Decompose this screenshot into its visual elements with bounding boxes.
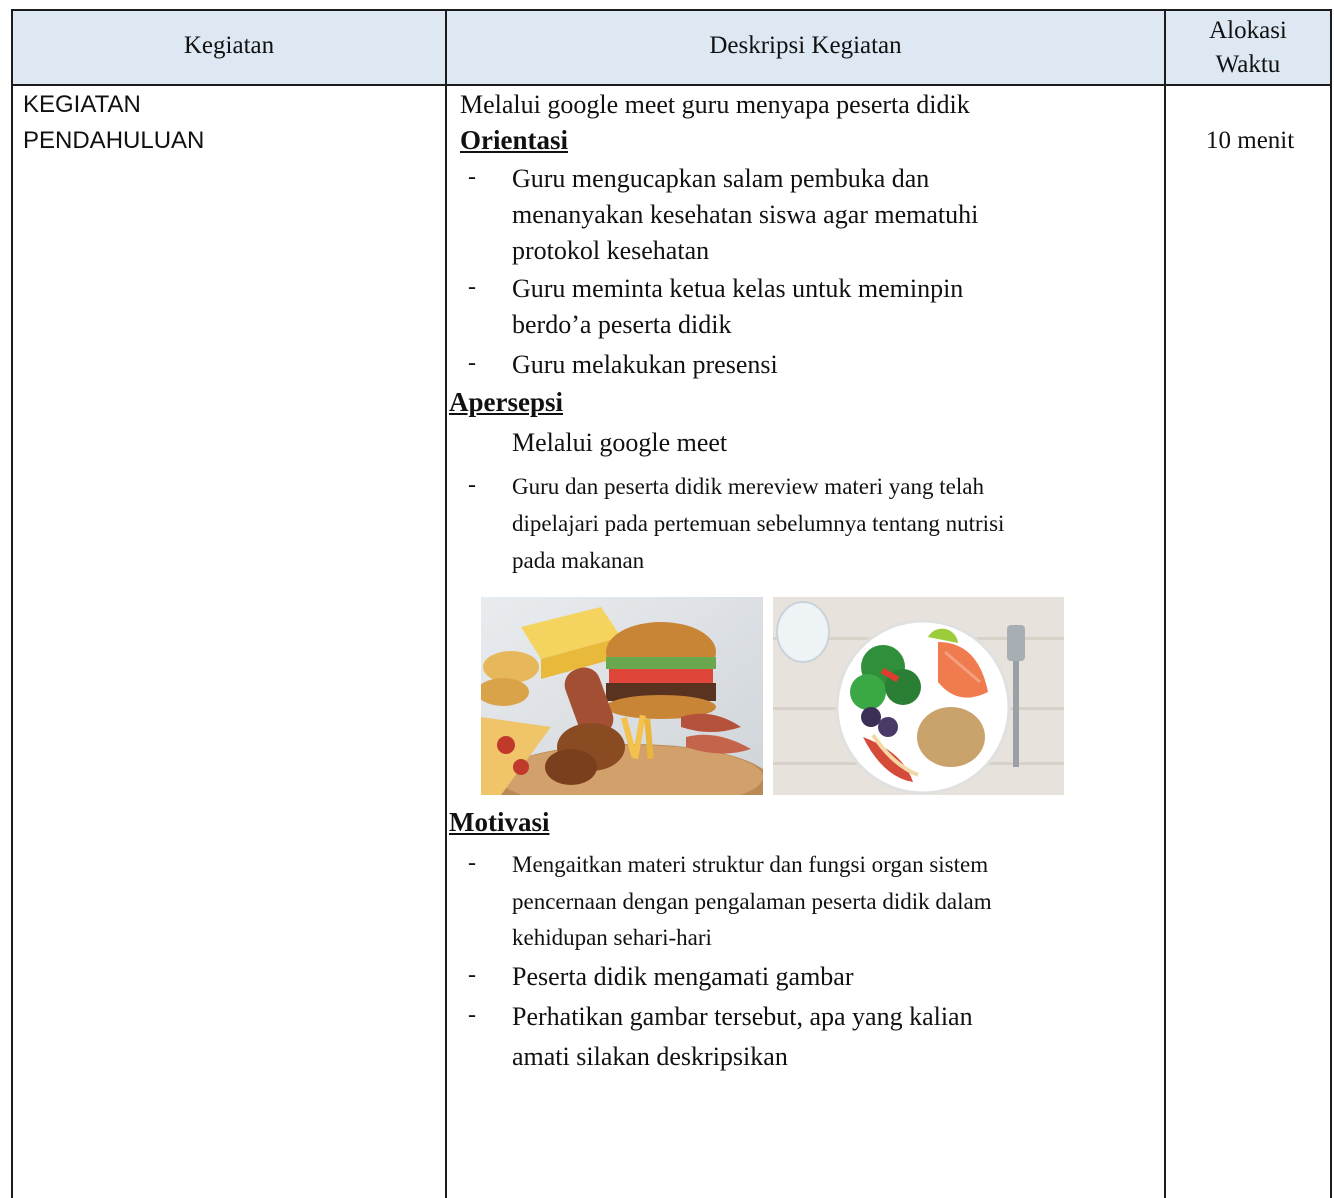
kegiatan-label-line1: KEGIATAN [23, 91, 141, 118]
junk-food-photo [481, 597, 763, 795]
apersepsi-subtext: Melalui google meet [512, 428, 728, 457]
bullet-dash: - [468, 850, 476, 876]
bullet-dash: - [468, 1002, 476, 1028]
orientasi-item-2-line1: Guru meminta ketua kelas untuk meminpin [512, 274, 964, 303]
bullet-dash: - [468, 350, 476, 376]
apersepsi-item-1-line3: pada makanan [512, 548, 645, 573]
header-kegiatan: Kegiatan [183, 32, 275, 59]
bullet-dash: - [468, 472, 476, 498]
orientasi-item-1-line1: Guru mengucapkan salam pembuka dan [512, 164, 930, 193]
bullet-dash: - [468, 164, 476, 190]
junk-food-illustration [481, 597, 763, 795]
healthy-plate-illustration [773, 597, 1064, 795]
alokasi-waktu-value: 10 menit [1206, 127, 1295, 154]
orientasi-item-1-line3: protokol kesehatan [512, 236, 710, 265]
bullet-dash: - [468, 962, 476, 988]
motivasi-item-1-line3: kehidupan sehari-hari [512, 925, 712, 950]
motivasi-item-2-line1: Peserta didik mengamati gambar [512, 962, 854, 991]
motivasi-item-3-line1: Perhatikan gambar tersebut, apa yang kalian [512, 1002, 973, 1031]
motivasi-heading: Motivasi [449, 807, 550, 837]
header-alokasi: Alokasi [1209, 17, 1287, 44]
orientasi-item-3-line1: Guru melakukan presensi [512, 350, 778, 379]
motivasi-item-1-line1: Mengaitkan materi struktur dan fungsi organ sistem [512, 852, 989, 877]
healthy-plate-photo [773, 597, 1064, 795]
orientasi-item-1-line2: menanyakan kesehatan siswa agar mematuhi [512, 200, 979, 229]
motivasi-item-3-line2: amati silakan deskripsikan [512, 1042, 788, 1071]
header-deskripsi-kegiatan: Deskripsi Kegiatan [709, 32, 902, 59]
bullet-dash: - [468, 274, 476, 300]
apersepsi-item-1-line2: dipelajari pada pertemuan sebelumnya tentang nutrisi [512, 511, 1005, 536]
motivasi-item-1-line2: pencernaan dengan pengalaman peserta didik dalam [512, 889, 992, 914]
orientasi-item-2-line2: berdo’a peserta didik [512, 310, 732, 339]
header-waktu: Waktu [1215, 51, 1281, 78]
kegiatan-label-line2: PENDAHULUAN [23, 127, 205, 154]
apersepsi-heading: Apersepsi [449, 387, 563, 417]
orientasi-heading: Orientasi [460, 125, 568, 155]
intro-text: Melalui google meet guru menyapa peserta didik [460, 90, 970, 119]
apersepsi-item-1-line1: Guru dan peserta didik mereview materi yang telah [512, 474, 984, 499]
